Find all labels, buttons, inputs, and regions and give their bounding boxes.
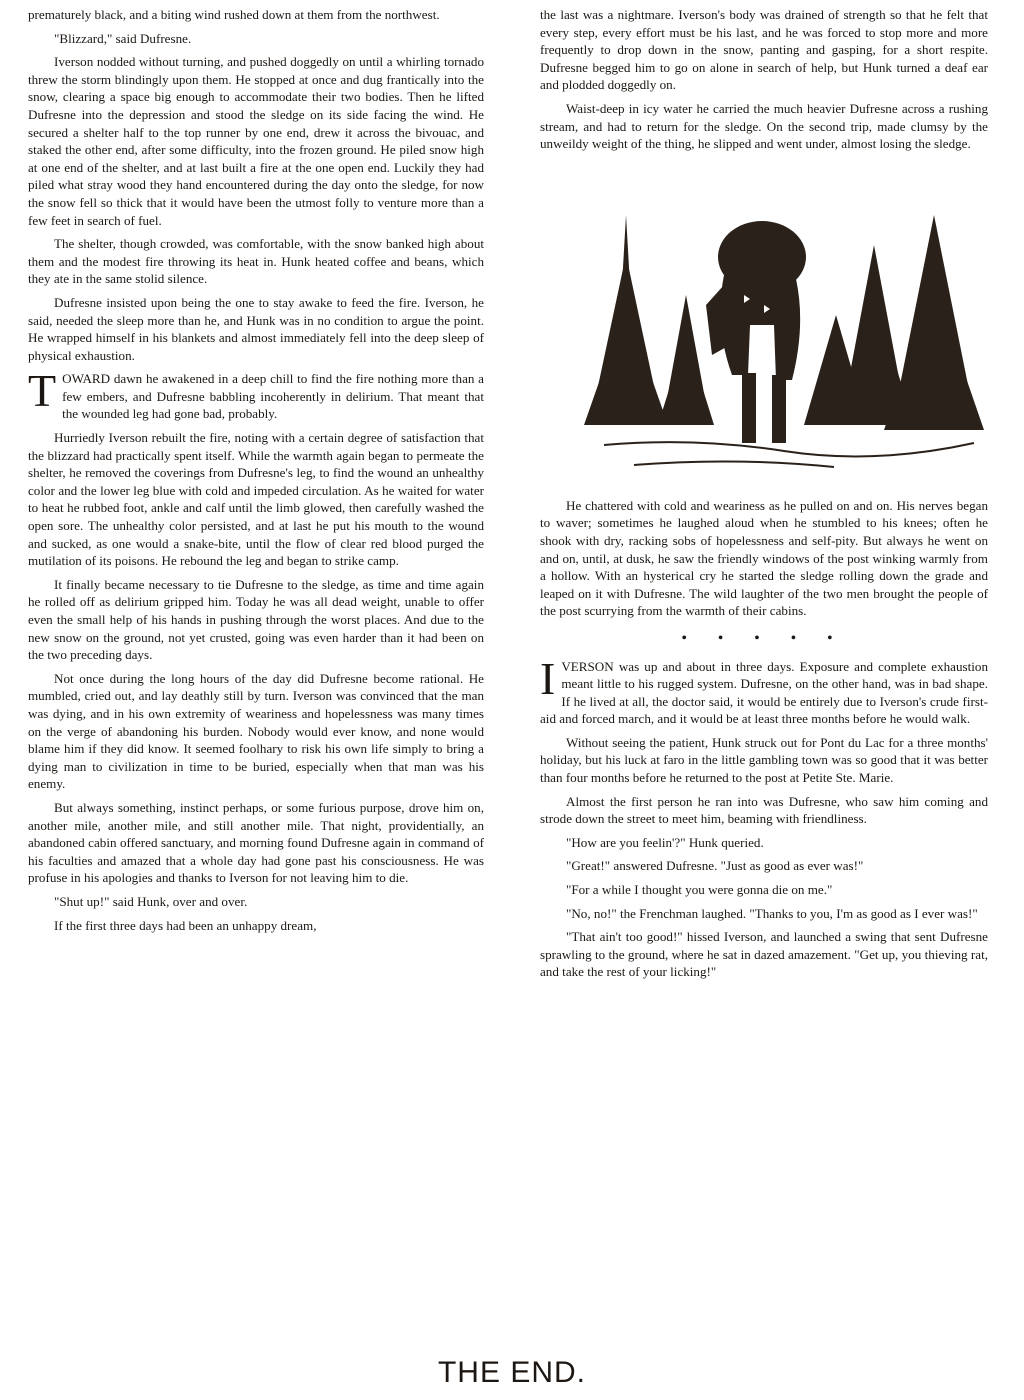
dropcap-paragraph [540,652,988,728]
paragraph: Without seeing the patient, Hunk struck out for Pont du Lac for a three months' holiday, but his luck at faro in the little gambling town was so good that it was better than four months before he returned to the post at Petite Ste. Marie. [540,734,988,786]
right-column [540,6,988,987]
paragraph: the last was a nightmare. Iverson's body was drained of strength so that he felt that every step, every effort must be his last, and he was forced to stop more and more frequently to drop down in the snow, panting and gasping, for a short respite. Dufresne begged him to go on alone in search of help, but Hunk turned a deaf ear and plodded doggedly on. [540,7,988,93]
paragraph: Dufresne insisted upon being the one to stay awake to feed the fire. Iverson, he said, needed the sleep more than he, and Hunk was in no condition to argue the point. He wrapped himself in his blankets and almost immediately fell into the deep sleep of physical exhaustion. [28,294,484,363]
paragraph: If the first three days had been an unhappy dream, [54,917,317,933]
dropcap-text: VERSON was up and about in three days. Exposure and complete exhaustion meant little to his rugged system. Dufresne, on the other hand, was in bad shape. If he lived at all, the doctor said, it would be entirely due to Iverson's crude first-aid and forced march, and it would be at least three months before he would walk. [540,658,988,727]
paragraph: "Shut up!" said Hunk, over and over. [54,893,248,909]
paragraph: "Great!" answered Dufresne. "Just as good as ever was!" [566,858,864,874]
paragraph: "For a while I thought you were gonna die on me." [566,882,833,898]
paragraph: Hurriedly Iverson rebuilt the fire, noting with a certain degree of satisfaction that the blizzard had practically spent itself. While the warmth again began to permeate the shelter, he removed the coverings from Dufresne's leg, to find the wound an unhealthy color and the lower leg blue with cold and impeded circulation. As he waited for water to heat he rubbed foot, ankle and calf until the limb glowed, then carefully washed the open sore. The unhealthy color persisted, and at last he put his mouth to the wound and sucked, as one would a snake-bite, until the flow of clear red blood purged the mutilation of its poisons. He rebound the leg and began to strike camp. [28,430,484,569]
paragraph: "How are you feelin'?" Hunk queried. [566,834,764,850]
paragraph: But always something, instinct perhaps, or some furious purpose, drove him on, another mile, another mile, and still another mile. That night, providentially, an abandoned cabin offered sanctuary, and morning found Dufresne again in command of his faculties and amazed that a whole day had gone past his consciousness. He was profuse in his apologies and thanks to Iverson for not leaving him to die. [28,799,484,886]
paragraph: He chattered with cold and weariness as he pulled on and on. His nerves began to waver; sometimes he laughed aloud when he stumbled to his knees; often he shook with dry, racking sobs of hopelessness and self-pity. But always he went on and on, until, at dusk, he saw the friendly windows of the post winking warmly from a hollow. With an hysterical cry he started the sledge rolling down the grade and leaped on it with Dufresne. The wild laughter of the two men brought the people of the post scurrying from the warmth of their cabins. [540,497,988,619]
paragraph: Waist-deep in icy water he carried the much heavier Dufresne across a rushing stream, and had to return for the sledge. On the second trip, made clumsy by the unweildy weight of the thing, he slipped and went under, almost losing the sledge. [540,100,988,152]
paragraph: Not once during the long hours of the day did Dufresne become rational. He mumbled, cried out, and lay deathly still by turn. Iverson was convinced that the man was dying, and in his own extremity of weariness and hopelessness was many times on the verge of abandoning his burden. Nobody would ever know, and none would blame him if they did know. It seemed foolhary to risk his own life simply to bring a dying man to civilization in time to be buried, especially when that man was his enemy. [28,670,484,792]
dropcap-paragraph [28,365,484,423]
the-end-footer: THE END. [437,1356,586,1389]
paragraph: The shelter, though crowded, was comfortable, with the snow banked high about them and the modest fire throwing its heat in. Hunk heated coffee and beans, which they ate in the same stolid silence. [28,236,484,287]
snow-forest-illustration [574,175,994,481]
section-separator: • • • • • [681,630,847,646]
paragraph: "Blizzard," said Dufresne. [54,30,192,46]
dropcap-letter: I [540,652,556,704]
paragraph: It finally became necessary to tie Dufresne to the sledge, as time and time again he rolled off as delirium gripped him. Today he was all dead weight, unable to offer even the small help of his hands in pushing through the worst places. And due to the new snow on the ground, not yet crusted, going was even harder than it had been on the two preceding days. [28,576,484,663]
paragraph: prematurely black, and a biting wind rushed down at them from the northwest. [28,7,440,22]
dropcap-letter: T [28,365,57,417]
paragraph: Iverson nodded without turning, and pushed doggedly on until a whirling tornado threw the storm blindingly upon them. He stopped at once and dug frantically into the snow, clearing a space big enough to accommodate their two bodies. Then he lifted Dufresne into the depression and stood the sledge on its side facing the wind. He secured a shelter half to the top runner by one end, drew it across the bivouac, and staked the other end, after some difficulty, into the frozen ground. He piled snow high at one end of the shelter, and at last built a fire at the one open end. Luckily they had piled what stray wood they hand encountered during the day onto the sledge, for now the snow fell so thick that it would have been the utmost folly to venture more than a few feet in search of fuel. [28,54,484,228]
dropcap-text: OWARD dawn he awakened in a deep chill to find the fire nothing more than a few embers, and Dufresne babbling incoherently in delirium. That meant that the wounded leg had gone bad, probably. [62,371,484,422]
paragraph: "That ain't too good!" hissed Iverson, and launched a swing that sent Dufresne sprawling to the ground, where he sat in dazed amazement. "Get up, you thieving rat, and take the rest of your licking!" [540,929,988,980]
paragraph: "No, no!" the Frenchman laughed. "Thanks to you, I'm as good as I ever was!" [566,905,978,921]
paragraph: Almost the first person he ran into was Dufresne, who saw him coming and strode down the street to meet him, beaming with friendliness. [540,793,988,827]
left-column [28,6,484,940]
